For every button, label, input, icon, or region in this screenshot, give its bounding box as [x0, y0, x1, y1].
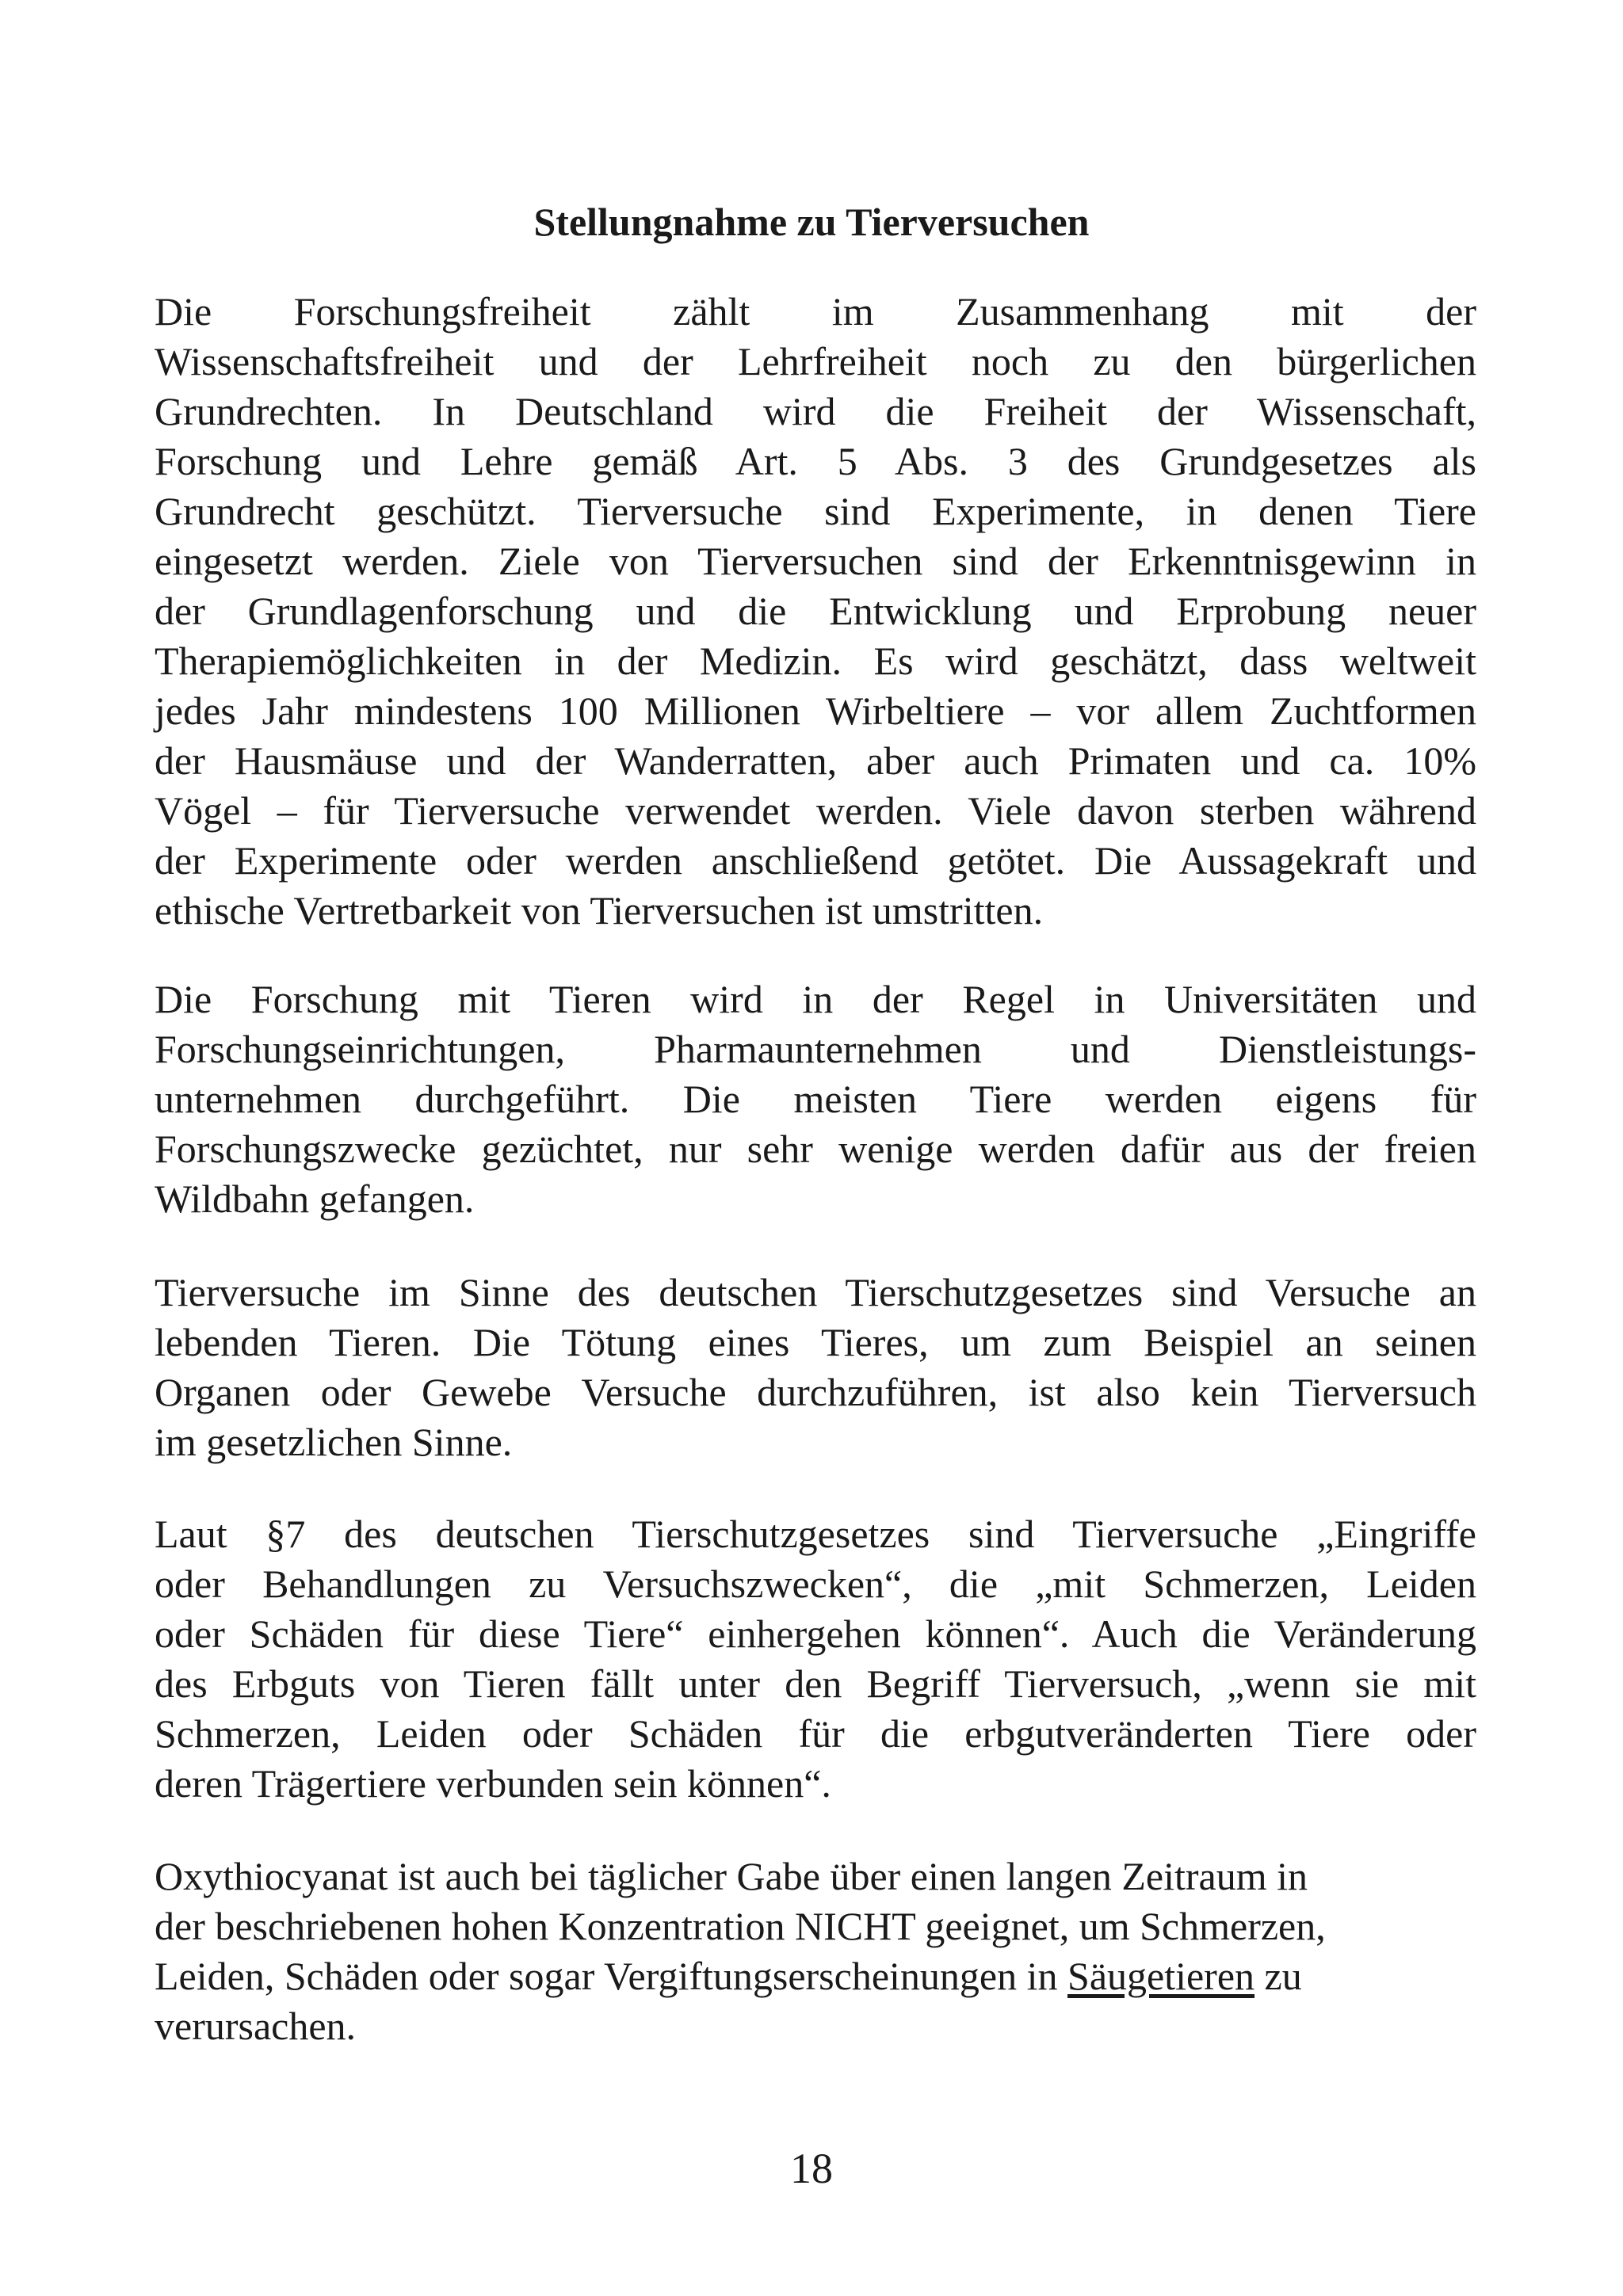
paragraph-3: [155, 1268, 1476, 1467]
text-line: oder Behandlungen zu Versuchszwecken“, die „mit Schmerzen, Leiden: [155, 1562, 1476, 1606]
text-line: der Experimente oder werden anschließend getötet. Die Aussagekraft und: [155, 838, 1476, 883]
text-line: der Grundlagenforschung und die Entwicklung und Erprobung neuer: [155, 589, 1476, 633]
text-line: der beschriebenen hohen Konzentration NICHT geeignet, um Schmerzen,: [155, 1904, 1326, 1948]
text-line: Wildbahn gefangen.: [155, 1177, 475, 1221]
text-line: oder Schäden für diese Tiere“ einhergehen können“. Auch die Veränderung: [155, 1611, 1476, 1656]
text-line: Laut §7 des deutschen Tierschutzgesetzes sind Tierversuche „Eingriffe: [155, 1512, 1476, 1556]
text-line: deren Trägertiere verbunden sein können“.: [155, 1761, 831, 1806]
text-line: verursachen.: [155, 2004, 357, 2048]
text-line: Forschungszwecke gezüchtet, nur sehr wenige werden dafür aus der freien: [155, 1127, 1476, 1171]
page-number: 18: [790, 2145, 833, 2192]
text-line: Die Forschungsfreiheit zählt im Zusammenhang mit der: [155, 289, 1476, 334]
text-line: eingesetzt werden. Ziele von Tierversuchen sind der Erkenntnisgewinn in: [155, 539, 1476, 583]
text-segment: zu: [1254, 1954, 1302, 1998]
text-line: [155, 1951, 1476, 2001]
paragraph-1: [155, 287, 1476, 936]
paragraph-5: [155, 1852, 1476, 2051]
text-line: Die Forschung mit Tieren wird in der Regel in Universitäten und: [155, 977, 1476, 1021]
text-line: Forschungseinrichtungen, Pharmaunternehmen und Dienstleistungs-: [155, 1027, 1476, 1071]
text-line: jedes Jahr mindestens 100 Millionen Wirbeltiere – vor allem Zuchtformen: [155, 688, 1476, 733]
text-line: lebenden Tieren. Die Tötung eines Tieres, um zum Beispiel an seinen: [155, 1320, 1476, 1364]
text-line: Forschung und Lehre gemäß Art. 5 Abs. 3 des Grundgesetzes als: [155, 439, 1476, 483]
text-segment: Leiden, Schäden oder sogar Vergiftungserscheinungen in: [155, 1954, 1068, 1998]
text-line: Therapiemöglichkeiten in der Medizin. Es wird geschätzt, dass weltweit: [155, 639, 1476, 683]
text-line: Vögel – für Tierversuche verwendet werden. Viele davon sterben während: [155, 788, 1476, 833]
text-line: Wissenschaftsfreiheit und der Lehrfreiheit noch zu den bürgerlichen: [155, 339, 1476, 383]
text-line: Schmerzen, Leiden oder Schäden für die erbgutveränderten Tiere oder: [155, 1711, 1476, 1756]
text-line: unternehmen durchgeführt. Die meisten Tiere werden eigens für: [155, 1077, 1476, 1121]
text-line: der Hausmäuse und der Wanderratten, aber auch Primaten und ca. 10%: [155, 738, 1476, 783]
text-line: des Erbguts von Tieren fällt unter den Begriff Tierversuch, „wenn sie mit: [155, 1661, 1476, 1706]
paragraph-2: [155, 974, 1476, 1224]
underlined-term: Säugetieren: [1067, 1954, 1255, 1998]
paragraph-4: [155, 1509, 1476, 1809]
text-line: Grundrecht geschützt. Tierversuche sind Experimente, in denen Tiere: [155, 489, 1476, 533]
text-line: ethische Vertretbarkeit von Tierversuchen ist umstritten.: [155, 888, 1044, 933]
text-line: Grundrechten. In Deutschland wird die Freiheit der Wissenschaft,: [155, 389, 1476, 433]
text-line: im gesetzlichen Sinne.: [155, 1420, 513, 1464]
text-line: Tierversuche im Sinne des deutschen Tierschutzgesetzes sind Versuche an: [155, 1270, 1476, 1314]
text-line: Organen oder Gewebe Versuche durchzuführen, ist also kein Tierversuch: [155, 1370, 1476, 1414]
text-line: Oxythiocyanat ist auch bei täglicher Gabe über einen langen Zeitraum in: [155, 1854, 1308, 1898]
document-title: Stellungnahme zu Tierversuchen: [533, 200, 1090, 244]
